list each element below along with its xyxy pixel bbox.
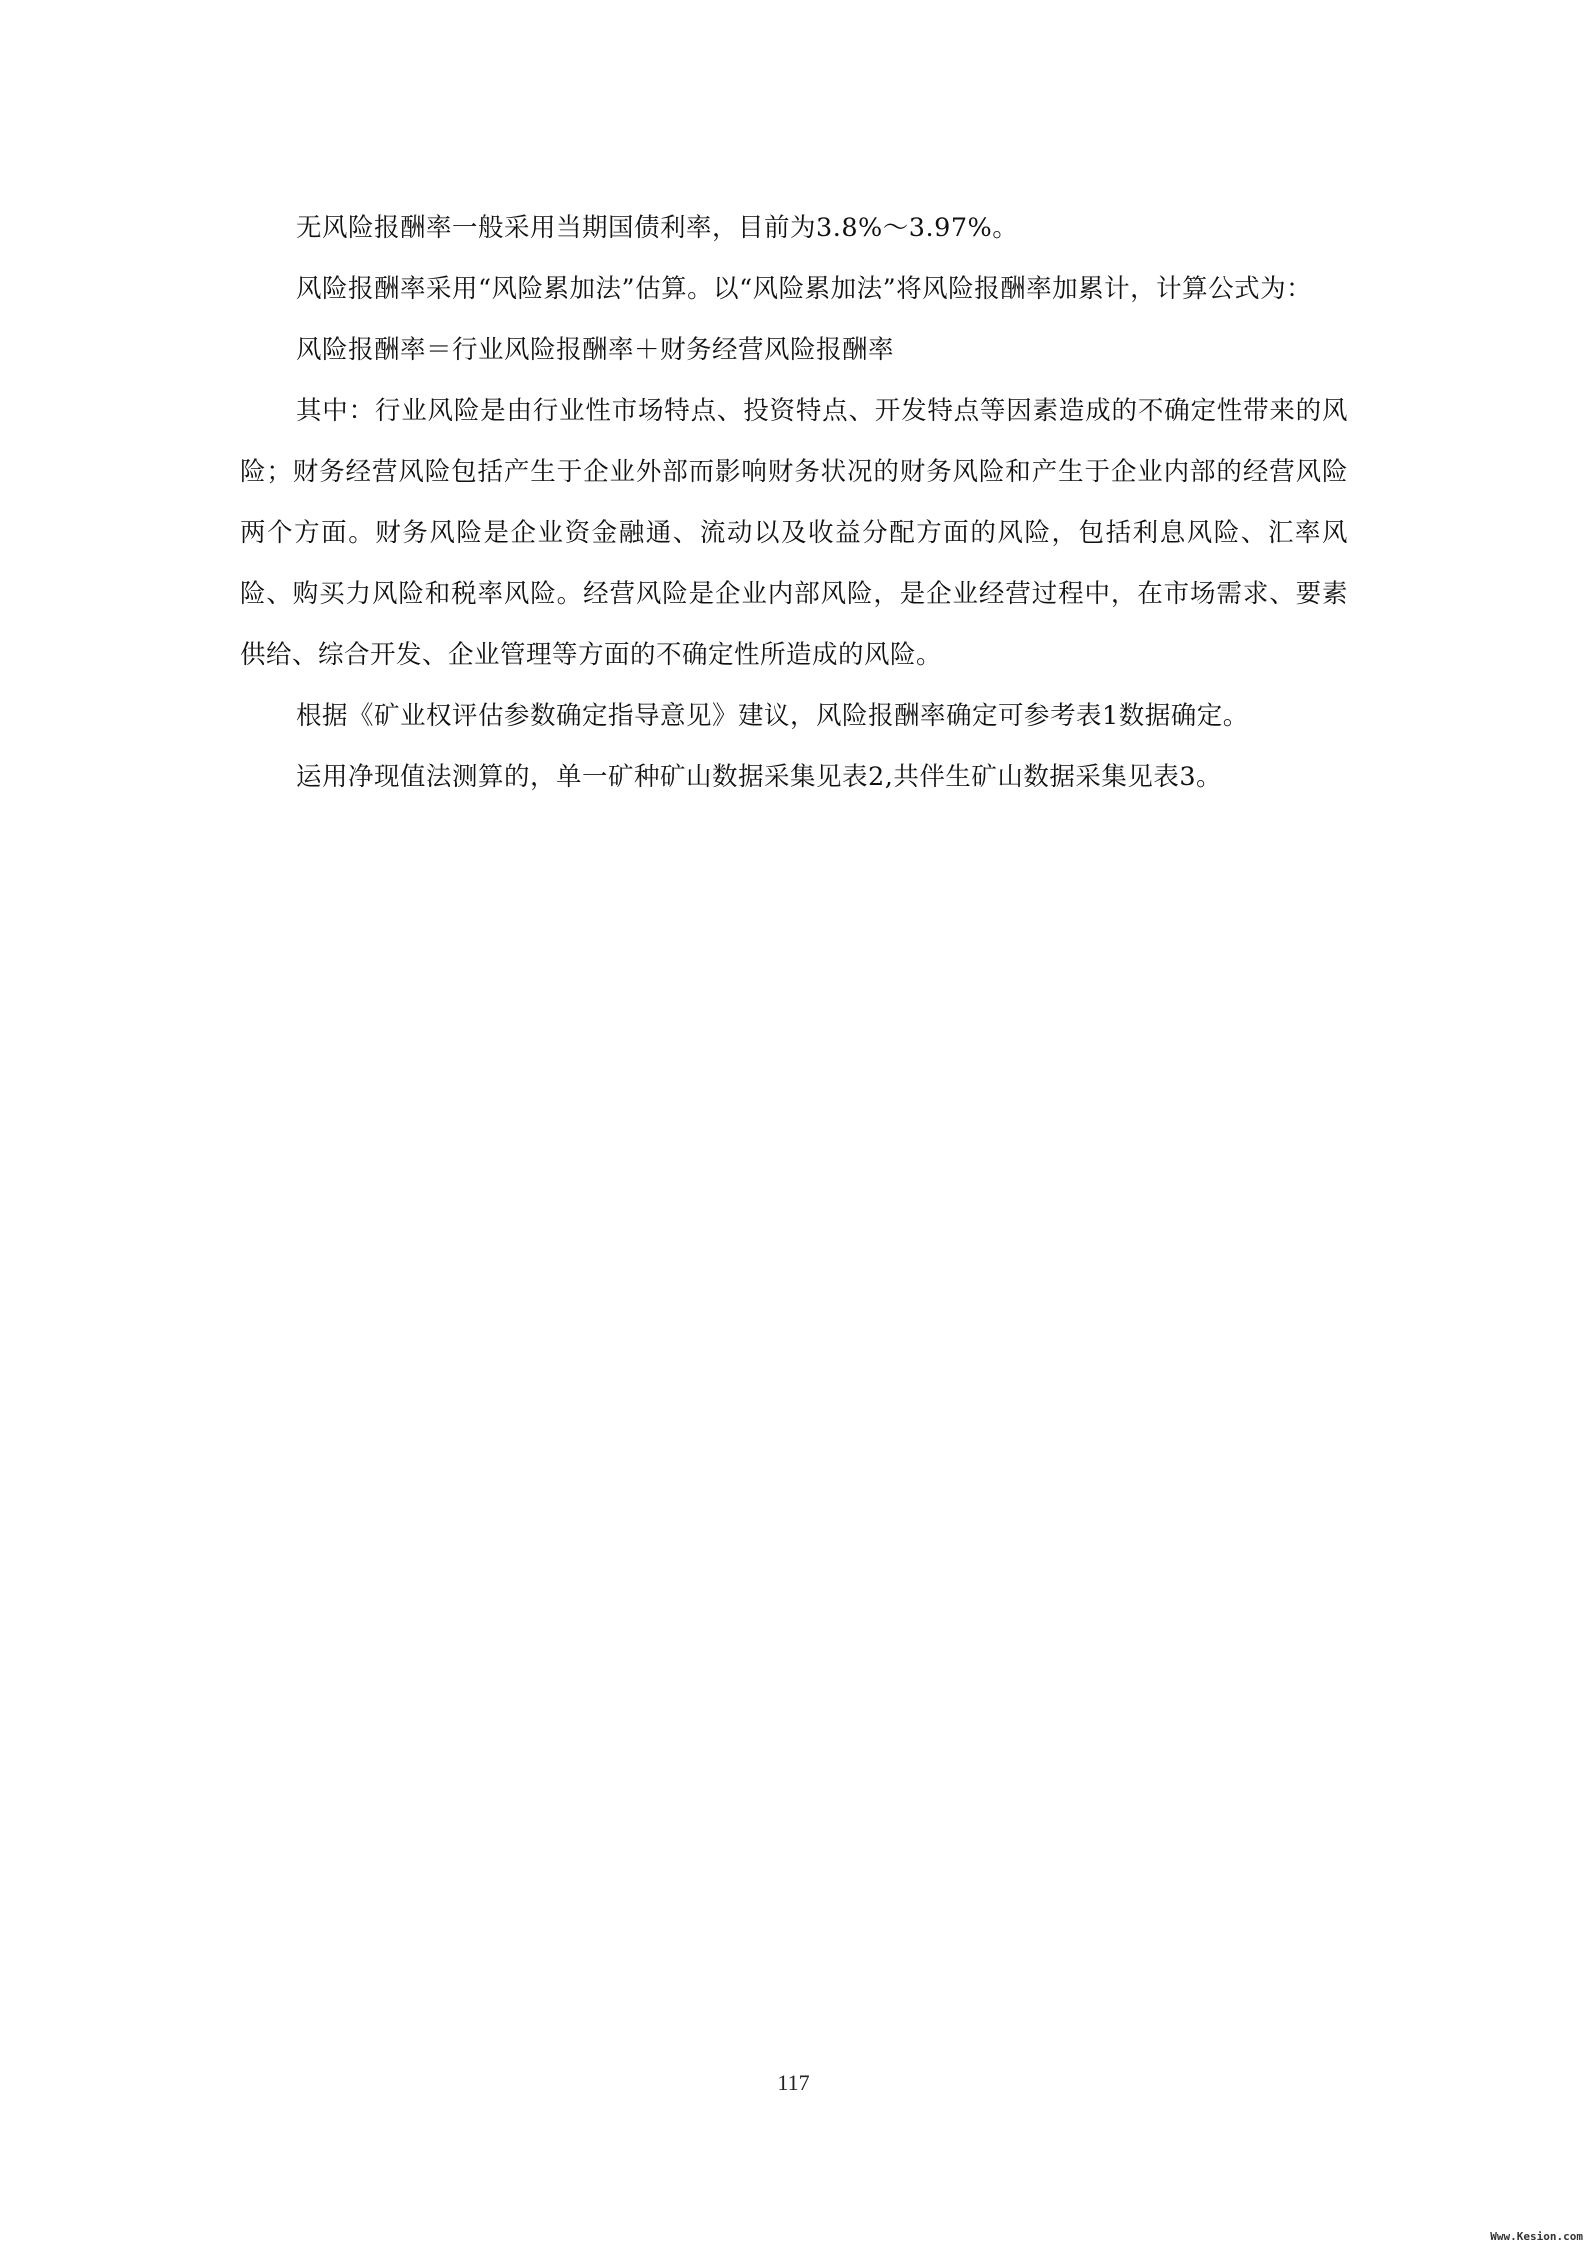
paragraph-risk-explanation: 其中：行业风险是由行业性市场特点、投资特点、开发特点等因素造成的不确定性带来的风险；财务经营风险包括产生于企业外部而影响财务状况的财务风险和产生于企业内部的经营风险两个方面。财务风险是企业资金融通、流动以及收益分配方面的风险，包括利息风险、汇率风险、购买力风险和税率风险。经营风险是企业内部风险，是企业经营过程中，在市场需求、要素供给、综合开发、企业管理等方面的不确定性所造成的风险。: [240, 396, 1348, 670]
paragraph-reference-table-1: 根据《矿业权评估参数确定指导意见》建议，风险报酬率确定可参考表1数据确定。: [296, 701, 1249, 731]
paragraph-data-collection: 运用净现值法测算的，单一矿种矿山数据采集见表2,共伴生矿山数据采集见表3。: [296, 762, 1223, 792]
paragraph-formula: 风险报酬率＝行业风险报酬率＋财务经营风险报酬率: [296, 335, 895, 365]
watermark: Www.Kesion.com: [1490, 2230, 1583, 2243]
body-text: [240, 198, 1348, 808]
page-number: 117: [777, 2070, 810, 2095]
paragraph-risk-free-rate: 无风险报酬率一般采用当期国债利率，目前为3.8%～3.97%。: [296, 213, 1019, 243]
paragraph-risk-premium-method: 风险报酬率采用“风险累加法”估算。以“风险累加法”将风险报酬率加累计，计算公式为：: [296, 274, 1313, 304]
